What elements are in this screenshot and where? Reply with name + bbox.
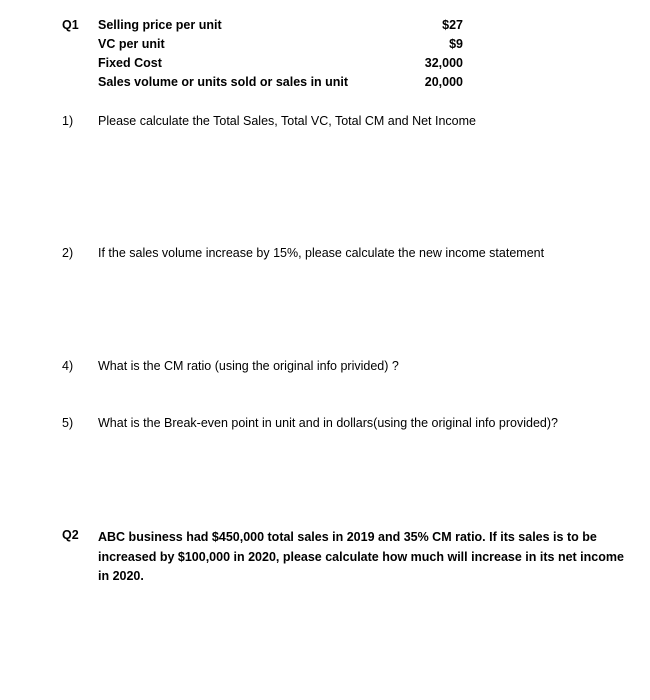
- row-label-sales-volume: Sales volume or units sold or sales in unit: [98, 75, 349, 89]
- q1-label: Q1: [62, 18, 79, 32]
- question-number-4: 4): [62, 359, 74, 373]
- row-value-sales-volume: 20,000: [424, 75, 463, 89]
- q2-label: Q2: [62, 528, 79, 542]
- row-value-vc-per-unit: $9: [449, 37, 463, 51]
- question-number-5: 5): [62, 416, 74, 430]
- question-text-5: What is the Break-even point in unit and in dollars(using the original info provided)?: [98, 416, 558, 430]
- question-text-1: Please calculate the Total Sales, Total VC, Total CM and Net Income: [98, 114, 476, 128]
- question-text-4: What is the CM ratio (using the original info privided) ?: [98, 359, 399, 373]
- row-value-selling-price: $27: [442, 18, 463, 32]
- question-number-1: 1): [62, 114, 74, 128]
- row-label-vc-per-unit: VC per unit: [98, 37, 165, 51]
- row-value-fixed-cost: 32,000: [424, 56, 463, 70]
- question-text-2: If the sales volume increase by 15%, please calculate the new income statement: [98, 246, 545, 260]
- row-label-fixed-cost: Fixed Cost: [98, 56, 162, 70]
- question-number-2: 2): [62, 246, 74, 260]
- q2-text: ABC business had $450,000 total sales in 2019 and 35% CM ratio. If its sales is to be increased by $100,000 in 2020, please calculate how much will increase in its net income in 2020.: [98, 530, 624, 583]
- row-label-selling-price: Selling price per unit: [98, 18, 222, 32]
